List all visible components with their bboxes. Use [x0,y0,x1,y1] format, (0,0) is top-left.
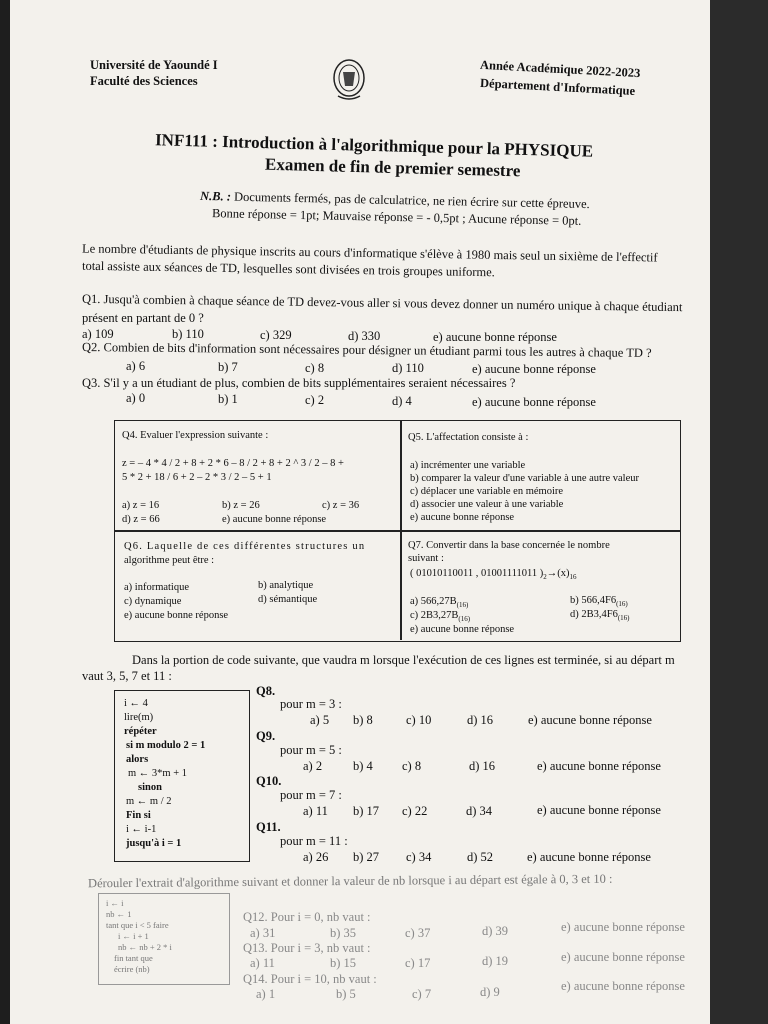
exam-page [10,0,710,1024]
q5-option-a: a) incrémenter une variable [410,460,526,471]
q3-question: Q3. S'il y a un étudiant de plus, combien de bits supplémentaires seraient nécessaires ? [82,376,516,390]
q6-option-d: d) sémantique [258,594,318,605]
q11-option-b: b) 27 [353,850,380,864]
q12-option-d: d) 39 [482,924,509,938]
q13-option-e: e) aucune bonne réponse [561,950,685,964]
q14-option-c: c) 7 [412,987,432,1001]
q6-option-b: b) analytique [258,580,314,591]
q10-subquestion: pour m = 7 : [280,788,342,802]
q3-option-d: d) 4 [392,394,412,408]
q4-title: Q4. Evaluer l'expression suivante : [122,430,269,441]
q11-subquestion: pour m = 11 : [280,834,348,848]
background-shade [700,0,768,1024]
q9-option-d: d) 16 [469,759,496,773]
q6-option-c: c) dynamique [124,596,182,607]
q7-binary-number: ( 01010110011 , 01001111011 ) [410,568,544,579]
q14-option-a: a) 1 [256,987,276,1001]
q13-option-d: d) 19 [482,954,509,968]
code1-line: lire(m) [124,712,154,723]
code1-line: m ← 3*m + 1 [128,768,188,779]
grid-divider-horizontal [115,530,680,532]
q14-question: Q14. Pour i = 10, nb vaut : [243,972,377,986]
intro-line-1: Le nombre d'étudiants de physique inscrits au cours d'informatique s'élève à 1980 mais seul un sixième de l'effectif [81,241,658,265]
q2-option-c: c) 8 [305,361,325,375]
q3-option-c: c) 2 [305,393,325,407]
code1-line: m ← m / 2 [126,796,172,807]
q7-line-1: Q7. Convertir dans la base concernée le nombre [408,540,610,551]
q7-option-b: b) $566,4F6_{(16)}$ [570,595,628,609]
q14-option-b: b) 5 [336,987,356,1001]
intro-line-2: total assiste aux séances de TD, lesquelles sont divisées en trois groupes uniforme. [81,258,495,280]
code-intro-line-2: vaut 3, 5, 7 et 11 : [82,669,172,683]
q11-option-e: e) aucune bonne réponse [527,850,651,864]
exam-subtitle: Examen de fin de premier semestre [264,154,521,181]
code2-line: i ← i + 1 [118,931,149,941]
q8-option-b: b) 8 [353,713,373,727]
nb-label: N.B. : [199,188,232,204]
q1-line-2: présent en partant de 0 ? [82,311,204,325]
q13-option-c: c) 17 [405,956,431,970]
q9-option-c: c) 8 [402,759,422,773]
nb-line-2: Bonne réponse = 1pt; Mauvaise réponse = - 0,5pt ; Aucune réponse = 0pt. [211,206,582,228]
q4-option-c: c) z = 36 [322,500,360,511]
nb-text-1: Documents fermés, pas de calculatrice, ne rien écrire sur cette épreuve. [233,189,590,212]
q3-option-b: b) 1 [218,392,238,406]
q5-option-c: c) déplacer une variable en mémoire [410,486,564,497]
q2-question: Q2. Combien de bits d'information sont nécessaires pour désigner un étudiant parmi tous les autres à chaque TD ? [81,340,652,360]
faculty-name: Faculté des Sciences [90,74,198,88]
q7-option-d: d) $2B3,4F6_{(16)}$ [570,609,630,623]
q1-option-d: d) 330 [348,329,381,343]
q6-line-1: Q6. Laquelle de ces différentes structures un [124,541,366,552]
q4-expression-2: 5 * 2 + 18 / 6 + 2 – 2 * 3 / 2 – 5 + 1 [122,472,272,483]
q6-option-e: e) aucune bonne réponse [124,610,229,621]
q12-question: Q12. Pour i = 0, nb vaut : [243,910,371,924]
q4-option-b: b) z = 26 [222,500,260,511]
q4-option-d: d) z = 66 [122,514,160,525]
q1-option-a: a) 109 [82,327,114,341]
q5-title: Q5. L'affectation consiste à : [408,432,529,443]
q10-option-c: c) 22 [402,804,428,818]
q8-label: Q8. [256,684,276,698]
code2-line: écrire (nb) [114,964,150,974]
q12-option-b: b) 35 [330,926,357,940]
q3-option-a: a) 0 [126,391,146,405]
q13-option-a: a) 11 [250,956,275,970]
q8-subquestion: pour m = 3 : [280,697,342,711]
code1-line: si m modulo 2 = 1 [126,740,206,751]
department-name: Département d'Informatique [479,75,636,99]
q8-option-d: d) 16 [467,713,494,727]
q7-option-e: e) aucune bonne réponse [410,624,515,635]
code2-line: nb ← nb + 2 * i [118,942,172,952]
q14-option-d: d) 9 [480,985,500,999]
q4-option-e: e) aucune bonne réponse [222,514,327,525]
q11-option-c: c) 34 [406,850,432,864]
q2-option-e: e) aucune bonne réponse [472,362,596,376]
q1-line-1: Q1. Jusqu'à combien à chaque séance de TD devez-vous aller si vous devez donner un numéro unique à chaque étudiant [81,291,683,315]
code1-line: sinon [138,782,162,793]
q13-question: Q13. Pour i = 3, nb vaut : [243,941,371,955]
q9-option-a: a) 2 [303,759,323,773]
q9-option-e: e) aucune bonne réponse [537,759,661,773]
q7-expression [410,567,577,584]
code2-line: tant que i < 5 faire [106,920,169,930]
q11-label: Q11. [256,820,281,834]
q11-option-d: d) 52 [467,850,494,864]
q12-option-c: c) 37 [405,926,431,940]
q10-option-d: d) 34 [466,804,493,818]
q4-option-a: a) z = 16 [122,500,160,511]
q10-option-a: a) 11 [303,804,328,818]
q2-option-a: a) 6 [126,359,146,373]
q8-option-a: a) 5 [310,713,330,727]
q7-arrow: → [546,568,558,579]
q5-option-e: e) aucune bonne réponse [410,512,515,523]
q7-line-2: suivant : [408,553,444,564]
q9-label: Q9. [256,729,276,743]
q6-option-a: a) informatique [124,582,190,593]
q7-option-a: a) $566,27B_{(16)}$ [410,596,469,610]
q2-option-b: b) 7 [218,360,238,374]
q10-option-b: b) 17 [353,804,380,818]
code1-line: Fin si [126,810,151,821]
q1-option-c: c) 329 [260,328,292,342]
university-seal [330,56,368,104]
q7-option-c: c) $2B3,27B_{(16)}$ [410,610,471,624]
code1-line: i ← i-1 [126,824,157,835]
q12-option-a: a) 31 [250,926,276,940]
q7-target: (x) [557,568,570,579]
q5-option-d: d) associer une valeur à une variable [410,499,564,510]
exam-title: INF111 : Introduction à l'algorithmique pour la PHYSIQUE [154,130,594,161]
algorithm-intro: Dérouler l'extrait d'algorithme suivant et donner la valeur de nb lorsque i au départ est égale à 0, 3 et 10 : [87,871,613,891]
code2-line: nb ← 1 [106,909,132,919]
q1-option-b: b) 110 [172,327,204,341]
code2-line: fin tant que [114,953,153,963]
q13-option-b: b) 15 [330,956,357,970]
code1-line: i ← 4 [124,698,148,709]
q8-option-e: e) aucune bonne réponse [528,713,652,727]
code2-line: i ← i [106,898,124,908]
q10-label: Q10. [256,774,282,788]
q4-expression-1: z = – 4 * 4 / 2 + 8 + 2 * 6 – 8 / 2 + 8 + 2 ^ 3 / 2 – 8 + [122,458,344,469]
q7-base-from: 2 [543,573,547,582]
q8-option-c: c) 10 [406,713,432,727]
code1-line: alors [126,754,149,765]
university-name: Université de Yaoundé I [90,58,218,72]
q6-line-2: algorithme peut être : [124,555,215,566]
q2-option-d: d) 110 [392,361,424,375]
q14-option-e: e) aucune bonne réponse [561,979,685,993]
q11-option-a: a) 26 [303,850,329,864]
q1-option-e: e) aucune bonne réponse [433,330,557,344]
q12-option-e: e) aucune bonne réponse [561,920,685,934]
q10-option-e: e) aucune bonne réponse [537,803,661,817]
code1-line: répéter [124,726,157,737]
q9-option-b: b) 4 [353,759,373,773]
q3-option-e: e) aucune bonne réponse [472,395,596,409]
academic-year: Année Académique 2022-2023 [479,57,641,81]
q5-option-b: b) comparer la valeur d'une variable à une autre valeur [410,473,639,484]
q7-base-to: 16 [569,573,577,582]
code1-line: jusqu'à i = 1 [126,838,182,849]
code-intro-line-1: Dans la portion de code suivante, que vaudra m lorsque l'exécution de ces lignes est terminée, si au départ m [132,653,675,667]
q9-subquestion: pour m = 5 : [280,743,342,757]
